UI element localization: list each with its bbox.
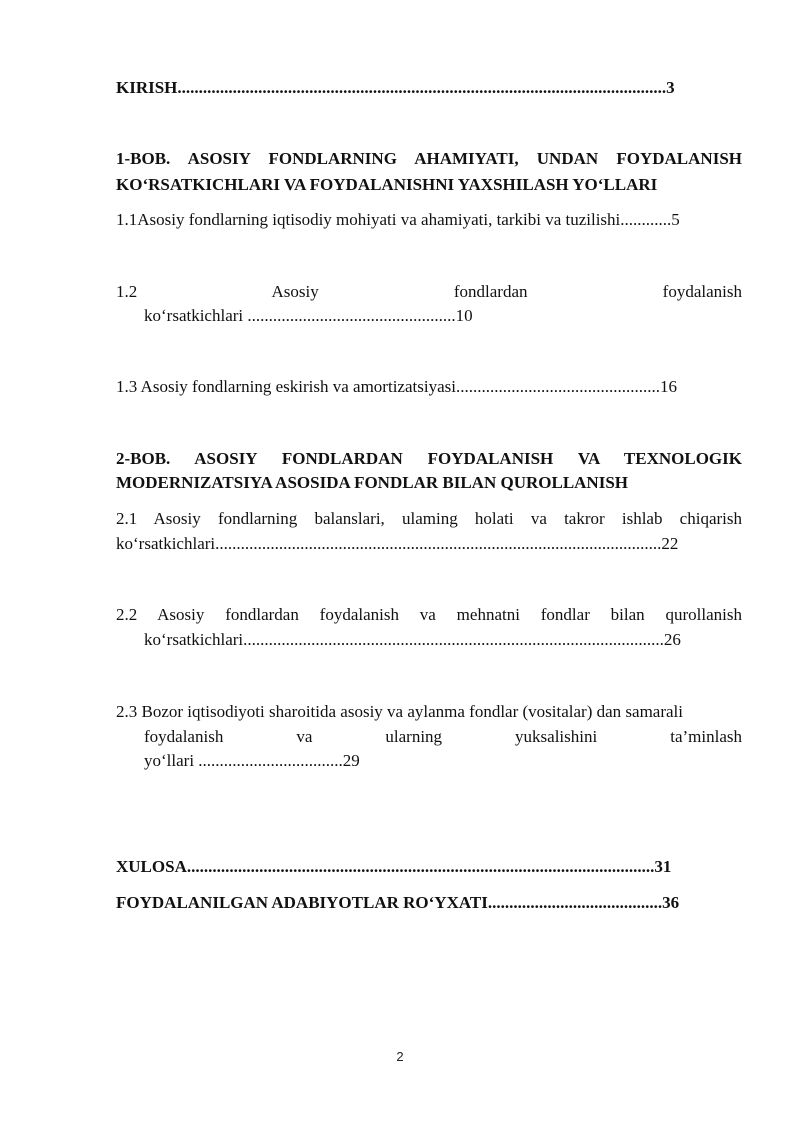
toc-entry-1-2-line2: ko‘rsatkichlari .................................................10 [144, 306, 473, 325]
toc-entry-kirish: KIRISH...................................................................................................................3 [116, 78, 675, 97]
toc-entry-2-3-line2: foydalanish va ularning yuksalishini ta’minlash [144, 727, 742, 746]
page-number: 2 [396, 1049, 404, 1064]
toc-entry-2-1-line2: ko‘rsatkichlari.........................................................................................................22 [116, 534, 679, 553]
toc-entry-adabiyotlar: FOYDALANILGAN ADABIYOTLAR RO‘YXATI.........................................36 [116, 893, 680, 912]
chapter1-title-line1: 1-BOB. ASOSIY FONDLARNING AHAMIYATI, UNDAN FOYDALANISH [116, 149, 742, 168]
toc-entry-2-2-line2: ko‘rsatkichlari...................................................................................................26 [144, 630, 681, 649]
toc-entry-1-1: 1.1Asosiy fondlarning iqtisodiy mohiyati va ahamiyati, tarkibi va tuzilishi............5 [116, 210, 680, 229]
chapter2-title-line1: 2-BOB. ASOSIY FONDLARDAN FOYDALANISH VA TEXNOLOGIK [116, 449, 742, 468]
toc-entry-1-2-line1: 1.2 Asosiy fondlardan foydalanish [116, 282, 742, 301]
toc-entry-2-3-line3: yo‘llari ..................................29 [144, 751, 360, 770]
chapter2-title-line2: MODERNIZATSIYA ASOSIDA FONDLAR BILAN QUROLLANISH [116, 473, 629, 492]
table-of-contents [116, 0, 742, 1131]
toc-entry-2-2-line1: 2.2 Asosiy fondlardan foydalanish va mehnatni fondlar bilan qurollanish [116, 605, 742, 624]
toc-entry-xulosa: XULOSA..............................................................................................................31 [116, 857, 672, 876]
toc-entry-2-3-line1: 2.3 Bozor iqtisodiyoti sharoitida asosiy va aylanma fondlar (vositalar) dan samarali [116, 702, 683, 721]
chapter1-title-line2: KO‘RSATKICHLARI VA FOYDALANISHNI YAXSHILASH YO‘LLARI [116, 175, 658, 194]
toc-entry-2-1-line1: 2.1 Asosiy fondlarning balanslari, ulaming holati va takror ishlab chiqarish [116, 509, 742, 528]
toc-entry-1-3: 1.3 Asosiy fondlarning eskirish va amortizatsiyasi................................................16 [116, 377, 677, 396]
